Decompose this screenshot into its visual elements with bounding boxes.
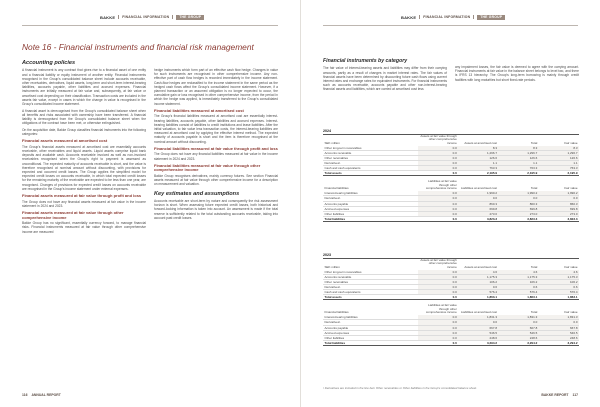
column-header: Fair value — [564, 264, 578, 269]
accounting-policies-heading: Accounting policies — [22, 60, 76, 66]
paragraph: any impairment losses, the fair value is deemed to agree with the carrying amount. Financial instruments at fair value in the balance sheet belongs to level two, and there is IFRS 13 hierarchy. The Group's long-term borrowing is mainly through credit facilities with long maturities but short fixed-rate periods. — [455, 65, 579, 82]
cell-value: 0.0 — [499, 196, 539, 201]
column-header: Assets at amortised cost — [464, 264, 497, 269]
paragraph: On the acquisition date, Bakke Group classifies financial instruments into the following categories: — [22, 127, 146, 137]
cell-value: 273.0 — [458, 211, 498, 216]
table-2023 — [323, 252, 579, 346]
column-header: Total — [530, 310, 538, 315]
cell-value: 0.0 — [418, 211, 458, 216]
row-label: Derivatives¹ — [323, 161, 418, 166]
cell-value: 0.0 — [418, 161, 458, 166]
row-label: Interest-bearing liabilities — [323, 191, 418, 196]
cell-value: 8.3 — [539, 146, 579, 151]
note-title: Note 16 - Financial instruments and financial risk management — [22, 42, 254, 52]
cell-value: 0.0 — [418, 315, 458, 320]
cell-value: 1.1 — [458, 161, 498, 166]
total-value: 0.0 — [418, 295, 458, 300]
table-footnote: ¹ Derivatives are included in the line item Other receivables or Other liabilities in the Group's consolidated balance sheet. — [323, 386, 477, 390]
header-separator — [473, 15, 474, 19]
cell-value: 763.3 — [458, 166, 498, 171]
column-header: Fair value — [564, 310, 578, 315]
cell-value: 0.0 — [418, 191, 458, 196]
cell-value: 1,831.3 — [458, 315, 498, 320]
cell-value: 106.2 — [458, 280, 498, 285]
row-label: Other receivables — [323, 156, 418, 161]
cell-value: 699.8 — [539, 206, 579, 211]
cell-value: 1,990.2 — [458, 191, 498, 196]
row-label: Accounts receivable — [323, 274, 418, 279]
paragraph: A financial asset is derecognised from the Group's consolidated balance sheet when all benefits and risks associated with ownership have been transferred. A financial liability is derecognised from the Group's consolidated balance sheet when the obligations of the contract have been met, or otherwise extinguished. — [22, 108, 146, 126]
cell-value: 1,296.7 — [539, 150, 579, 155]
cell-value: 0.0 — [499, 320, 539, 325]
key-estimates-heading: Key estimates and assumptions — [154, 190, 240, 197]
cell-value: 1,175.3 — [458, 274, 498, 279]
bakke-logo: BAKKE — [100, 14, 116, 20]
paragraph: The fair value of interest-bearing assets and liabilities may differ from their carrying amounts, partly as a result of changes in market interest rates. The fair values of financial assets have been determined by discounting future cash flows using current interest rates and exchange rates for equivalent instruments. For financial instruments such as accounts receivable, accounts payable and other non-interest-bearing financial assets and liabilities, which are carried at amortised cost less — [323, 66, 447, 92]
cell-value: 0.0 — [418, 201, 458, 206]
cell-value: 1,990.2 — [539, 191, 579, 196]
row-label: Accounts receivable — [323, 150, 418, 155]
cell-value: 0.0 — [418, 166, 458, 171]
cell-value: 126.6 — [458, 156, 498, 161]
header-separator — [118, 15, 119, 19]
cell-value: 699.8 — [458, 206, 498, 211]
header-section: FINANCIAL INFORMATION — [122, 15, 170, 19]
table-2024 — [323, 128, 579, 222]
column-header: Total — [530, 186, 538, 191]
column-header: Fair value — [564, 140, 578, 145]
paragraph: The Group's financial assets measured at amortised cost are essentially accounts receivable, other receivables and liquid assets. Liquid assets comprise liquid bank deposits and available cash. Accounts receivable invoiced as well as non-invoiced receivables recognised when the Group's right to payment is assessed as unconditional. The expected maturity of accounts receivable is short, and the value is therefore recognised at nominal amount without discounting, with provisions for expected and occurred credit losses. The Group applies the simplified model for expected credit losses on accounts receivable, in which total expected credit losses for the remaining maturity of the receivable are expected to be less than one year, are recognised. Changes of provisions for expected credit losses on accounts receivable are recognised in the Group's income statement under external expenses. — [22, 144, 146, 191]
row-label: Interest-bearing liabilities — [323, 315, 418, 320]
cell-value: 126.6 — [539, 156, 579, 161]
column-header: Total — [530, 264, 538, 269]
column-header: Financial liabilities — [324, 310, 349, 315]
header-subsection-tag: THE GROUP — [176, 15, 204, 20]
header-section: FINANCIAL INFORMATION — [423, 15, 471, 19]
footer-label: ANNUAL REPORT — [31, 393, 61, 397]
cell-value: 1,831.3 — [539, 315, 579, 320]
total-value: 3,823.3 — [539, 216, 579, 221]
column-header: Liabilities at amortised cost — [460, 310, 497, 315]
cell-value: 248.6 — [539, 335, 579, 340]
cell-value: 4.6 — [539, 270, 579, 275]
cell-value: 0.0 — [418, 335, 458, 340]
cell-value: 667.8 — [458, 325, 498, 330]
subheading: Financial liabilities measured at amortised cost — [154, 107, 244, 113]
cell-value: 4.6 — [458, 270, 498, 275]
table-year: 2024 — [323, 128, 579, 135]
paragraph: The Group does not have any financial assets measured at fair value in the income statement in 2024 and 2023. — [22, 199, 146, 208]
column-header: Liabilities at fair value through other comprehensive income — [425, 180, 457, 191]
cell-value: 576.4 — [458, 290, 498, 295]
row-label: Accrued expenses — [323, 206, 418, 211]
column-header: SEK million — [324, 264, 340, 269]
cell-value: 273.0 — [499, 211, 539, 216]
right-page-footer — [541, 393, 578, 397]
total-value: 3,823.3 — [499, 216, 539, 221]
cell-value: 0.0 — [418, 285, 458, 290]
total-value: 1,863.1 — [458, 295, 498, 300]
cell-value: 0.0 — [418, 290, 458, 295]
row-label: Cash and cash equivalents — [323, 290, 418, 295]
cell-value: 8.3 — [458, 146, 498, 151]
page-number: 116 — [22, 393, 28, 397]
row-label: Other liabilities — [323, 335, 418, 340]
table-total-row — [323, 171, 579, 176]
column-header: Assets at amortised cost — [464, 140, 497, 145]
cell-value: 763.3 — [539, 166, 579, 171]
table-header-row — [323, 180, 579, 191]
table-total-row — [323, 340, 579, 345]
right-column-1 — [323, 58, 447, 94]
total-label: Total assets — [323, 295, 418, 300]
total-value: 0.0 — [418, 171, 458, 176]
cell-value: 0.0 — [539, 320, 579, 325]
cell-value: 0.0 — [458, 320, 498, 325]
cell-value: 0.0 — [418, 320, 458, 325]
cell-value: 0.0 — [418, 196, 458, 201]
cell-value: 106.2 — [539, 280, 579, 285]
total-value: 1,863.1 — [539, 295, 579, 300]
cell-value: 667.8 — [539, 325, 579, 330]
total-value: 3,294.2 — [499, 340, 539, 345]
cell-value: 1.1 — [499, 161, 539, 166]
cell-value: 0.6 — [458, 285, 498, 290]
cell-value: 1,175.3 — [539, 274, 579, 279]
data-table — [323, 135, 579, 176]
column-header: Liabilities at amortised cost — [460, 186, 497, 191]
total-value: 2,195.9 — [539, 171, 579, 176]
header-subsection-tag: THE GROUP — [477, 15, 505, 20]
table-year: 2023 — [323, 252, 579, 259]
column-header: Total — [530, 140, 538, 145]
row-label: Accounts payable — [323, 201, 418, 206]
cell-value: 0.0 — [418, 330, 458, 335]
row-label: Derivatives¹ — [323, 285, 418, 290]
subheading: Financial assets measured at fair value through other comprehensive income — [22, 210, 124, 220]
cell-value: 576.4 — [499, 290, 539, 295]
left-column-1 — [22, 60, 146, 236]
cell-value: 0.6 — [499, 285, 539, 290]
cell-value: 763.3 — [499, 166, 539, 171]
total-value: 0.0 — [418, 340, 458, 345]
paragraph: Bakke Group has no significant, essentially currency forward, to manage financial risks. Financial instruments measured at fair value through other comprehensive income are measured — [22, 221, 146, 234]
column-header: Financial liabilities — [324, 186, 349, 191]
cell-value: 667.8 — [499, 325, 539, 330]
cell-value: 273.0 — [539, 211, 579, 216]
total-value: 2,195.9 — [499, 171, 539, 176]
subheading: Financial assets measured at fair value through profit and loss — [22, 193, 142, 199]
row-label: Derivatives¹ — [323, 196, 418, 201]
table-header-row — [323, 304, 579, 315]
header-rule — [22, 25, 278, 26]
total-value: 1,863.1 — [499, 295, 539, 300]
cell-value: 8.3 — [499, 146, 539, 151]
column-header: Assets at fair value through other comprehensive income — [420, 135, 457, 145]
cell-value: 1,296.7 — [499, 150, 539, 155]
cell-value: 0.0 — [418, 206, 458, 211]
cell-value: 0.0 — [458, 196, 498, 201]
left-page-header — [100, 14, 204, 20]
column-header: SEK million — [324, 140, 340, 145]
subheading: Financial liabilities measured at fair value through other comprehensive income — [154, 162, 261, 173]
left-page-footer — [22, 393, 61, 397]
right-page — [300, 0, 600, 407]
row-label: Accounts payable — [323, 325, 418, 330]
cell-value: 0.0 — [418, 280, 458, 285]
left-column-2 — [154, 68, 278, 222]
cell-value: 699.8 — [499, 206, 539, 211]
cell-value: 0.0 — [418, 156, 458, 161]
cell-value: 106.2 — [499, 280, 539, 285]
total-label: Total assets — [323, 171, 418, 176]
paragraph: The Group's financial liabilities measured at amortised cost are essentially interest-bearing liabilities, accounts payable, other liabilities and accrued expenses. Interest-bearing liabilities consist of liabilities to credit institutions and lease liabilities. After the initial valuation, to fair value less transaction costs, the interest-bearing liabilities are measured at amortised cost by applying the effective interest method. The expected maturity of accounts payable is short and the item is therefore recognised at the nominal amount without discounting. — [154, 114, 278, 144]
paragraph: A financial instrument is any contract that gives rise to a financial asset of one entity and a financial liability or equity instrument of another entity. Financial instruments recognised in the Group's consolidated balance sheet include accounts receivable, other receivables, derivatives, liquid assets, long-term and short-term interest-bearing liabilities, accounts payable, other liabilities and accrued expenses. Financial instruments are initially measured at fair value and, subsequently, at fair value or amortised cost depending on their classification. Transaction costs are included in the assets fair value, except in cases in which the change in value is recognised in the Group's consolidated income statement. — [22, 68, 146, 107]
cell-value: 0.0 — [539, 196, 579, 201]
row-label: Other liabilities — [323, 211, 418, 216]
table-total-row — [323, 216, 579, 221]
column-header: Assets at fair value through other comprehensive income — [420, 259, 457, 269]
header-separator — [172, 15, 173, 19]
data-table — [323, 180, 579, 221]
total-value: 3,823.3 — [458, 216, 498, 221]
right-column-2 — [455, 65, 579, 84]
cell-value: 0.0 — [418, 270, 458, 275]
cell-value: 1,175.3 — [499, 274, 539, 279]
cell-value: 546.5 — [499, 330, 539, 335]
paragraph: Bakke Group recognises derivatives, mainly currency futures. See section Financial assets measured at fair value through other comprehensive income for a description on measurement and valuation. — [154, 174, 278, 187]
total-value: 3,294.2 — [458, 340, 498, 345]
total-label: Total liabilities — [323, 216, 418, 221]
cell-value: 546.5 — [458, 330, 498, 335]
row-label: Other long-term receivables — [323, 146, 418, 151]
total-value: 3,294.2 — [539, 340, 579, 345]
cell-value: 0.0 — [418, 150, 458, 155]
cell-value: 4.6 — [499, 270, 539, 275]
table-total-row — [323, 295, 579, 300]
cell-value: 546.5 — [539, 330, 579, 335]
cell-value: 1,831.3 — [499, 315, 539, 320]
cell-value: 0.6 — [539, 285, 579, 290]
cell-value: 0.0 — [418, 325, 458, 330]
row-label: Accrued expenses — [323, 330, 418, 335]
table-header-row — [323, 259, 579, 270]
header-separator — [419, 15, 420, 19]
column-header: Fair value — [564, 186, 578, 191]
paragraph: hedge instruments which form part of an effective cash flow hedge. Changes in value for such instruments are recognised in other comprehensive income. Any non-effective part of cash flow hedges is recorded immediately in the income statement. Cash-flow hedges are reclassified to the income statement in the same period as the hedged cash flows affect the Group's consolidated income statement. However, if a planned transaction or an assumed obligation is no longer expected to occur, the cumulative gain or loss recognised in other comprehensive income, from the period in which the hedge was applied, is immediately transferred to the Group's consolidated income statement. — [154, 68, 278, 106]
page-number: 117 — [572, 393, 578, 397]
total-value: 2,195.9 — [458, 171, 498, 176]
row-label: Other receivables — [323, 280, 418, 285]
cell-value: 126.6 — [499, 156, 539, 161]
cell-value: 1.1 — [539, 161, 579, 166]
footer-label: BAKKE REPORT — [541, 393, 569, 397]
column-header: Liabilities at fair value through other comprehensive income — [425, 304, 457, 315]
data-table — [323, 259, 579, 300]
header-rule — [323, 25, 578, 26]
cell-value: 0.0 — [418, 274, 458, 279]
row-label: Derivatives¹ — [323, 320, 418, 325]
paragraph: The Group does not have any financial liabilities measured at fair value in the income statement in 2024 and 2023. — [154, 152, 278, 161]
subheading: Financial liabilities measured at fair value through profit and loss — [154, 145, 278, 151]
financial-instruments-heading: Financial instruments by category — [323, 58, 408, 64]
row-label: Other long-term receivables — [323, 270, 418, 275]
cell-value: 860.3 — [499, 201, 539, 206]
total-value: 0.0 — [418, 216, 458, 221]
row-label: Cash and cash equivalents — [323, 166, 418, 171]
right-page-header — [401, 14, 505, 20]
data-table — [323, 304, 579, 345]
cell-value: 576.4 — [539, 290, 579, 295]
table-header-row — [323, 135, 579, 146]
bakke-logo: BAKKE — [401, 14, 417, 20]
cell-value: 860.3 — [458, 201, 498, 206]
paragraph: Accounts receivable are short-term by nature and consequently the risk assessment horizon is short. When assessing future expected credit losses, both historical and forward-looking information is taken into account. An assessment is made if the total reserve is sufficiently related to the total outstanding accounts receivable, taking into account past credit losses. — [154, 199, 278, 220]
cell-value: 0.0 — [418, 146, 458, 151]
cell-value: 860.3 — [539, 201, 579, 206]
subheading: Financial assets measured at amortised cost — [22, 138, 108, 144]
cell-value: 1,296.7 — [458, 150, 498, 155]
cell-value: 1,990.2 — [499, 191, 539, 196]
total-label: Total liabilities — [323, 340, 418, 345]
cell-value: 248.6 — [499, 335, 539, 340]
cell-value: 248.6 — [458, 335, 498, 340]
